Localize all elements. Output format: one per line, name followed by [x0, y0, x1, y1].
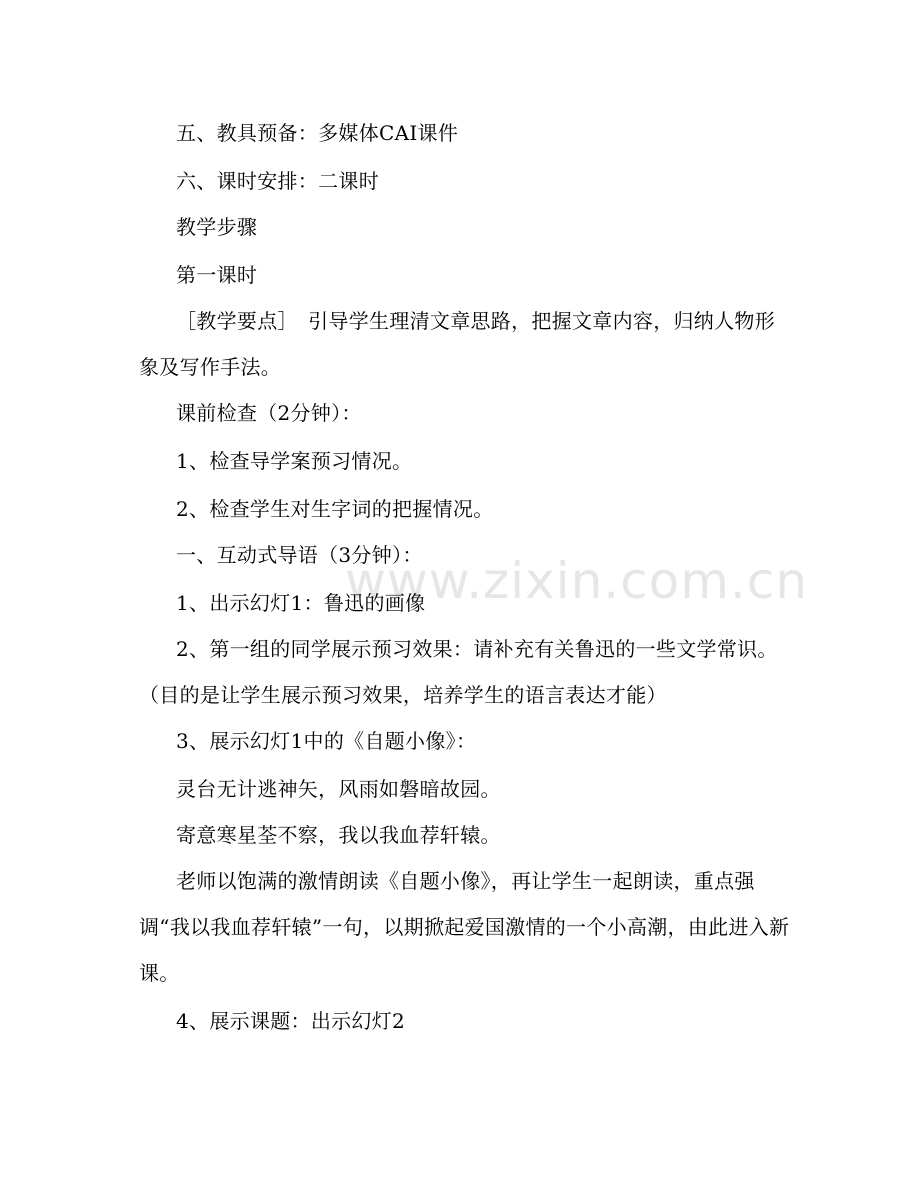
paragraph-teaching-points: ［教学要点］ 引导学生理清文章思路，把握文章内容，归纳人物形象及写作手法。: [139, 309, 775, 379]
poem-line-1: 灵台无计逃神矢，风雨如磐暗故园。: [176, 777, 501, 801]
poem-line-2: 寄意寒星荃不察，我以我血荐轩辕。: [176, 823, 501, 847]
paragraph-teacher-reading: 老师以饱满的激情朗读《自题小像》，再让学生一起朗读，重点强调“我以我血荐轩辕”一句，以期掀起爱国激情的一个小高潮，由此进入新课。: [139, 869, 790, 985]
list-item-slide-2: 4、展示课题：出示幻灯2: [176, 1009, 406, 1033]
paragraph-schedule: 六、课时安排：二课时: [176, 169, 379, 193]
list-item-check-2: 2、检查学生对生字词的把握情况。: [176, 497, 494, 521]
heading-first-lesson: 第一课时: [176, 263, 258, 287]
list-item-slide-poem: 3、展示幻灯1中的《自题小像》：: [176, 729, 477, 753]
watermark: www.zixin.com.cn: [345, 552, 809, 610]
list-item-check-1: 1、检查导学案预习情况。: [176, 449, 413, 473]
heading-interactive-intro: 一、互动式导语（3分钟）：: [176, 543, 423, 567]
paragraph-group-presentation: 2、第一组的同学展示预习效果：请补充有关鲁迅的一些文学常识。（目的是让学生展示预习效果，培养学生的语言表达才能）: [139, 637, 778, 707]
list-item-slide-1: 1、出示幻灯1：鲁迅的画像: [176, 591, 426, 615]
heading-teaching-steps: 教学步骤: [176, 215, 258, 239]
paragraph-teaching-aids: 五、教具预备：多媒体CAI课件: [176, 121, 459, 145]
paragraph-pre-class-check: 课前检查（2分钟）：: [176, 401, 362, 425]
